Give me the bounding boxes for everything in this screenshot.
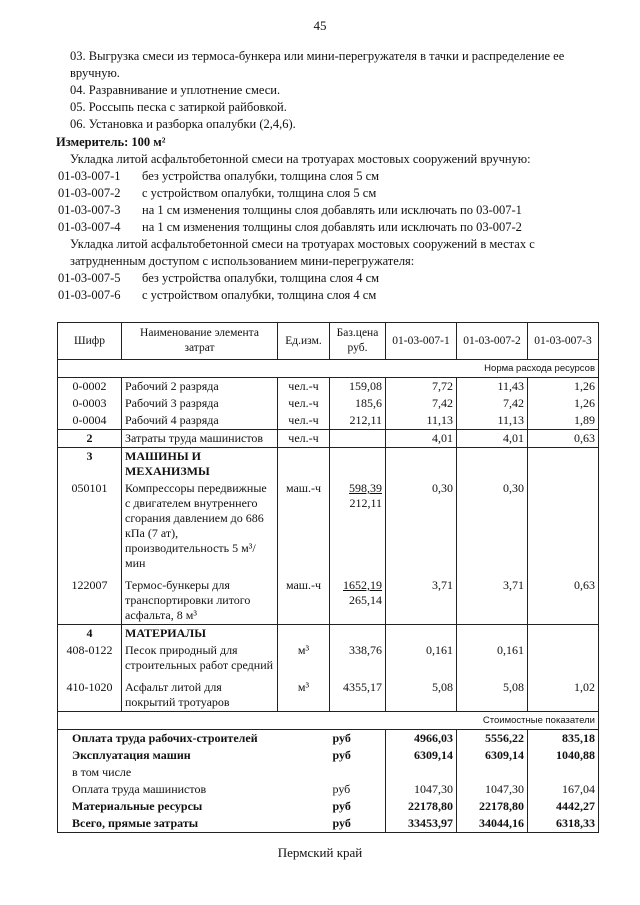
cell-v2: 4,01: [457, 430, 528, 448]
cell-v2: 5,08: [457, 674, 528, 712]
cell-price: 338,76: [330, 642, 386, 674]
cell-v2: 3,71: [457, 572, 528, 625]
summary-label: Оплата труда машинистов: [58, 781, 330, 798]
norm-label: Норма расхода ресурсов: [58, 360, 599, 378]
cell-v3: 1,89: [528, 412, 599, 430]
code-desc: на 1 см изменения толщины слоя добавлять или исключать по 03-007-2: [142, 220, 522, 234]
measure-unit: Измеритель: 100 м²: [56, 135, 166, 149]
cell-unit: чел.-ч: [278, 430, 330, 448]
cell-name: Термос-бункеры для транспортировки литого асфальта, 8 м³: [122, 572, 278, 625]
cell-name: Затраты труда машинистов: [122, 430, 278, 448]
header-unit: Ед.изм.: [278, 323, 330, 360]
summary-v2: 34044,16: [457, 815, 528, 833]
code-desc: без устройства опалубки, толщина слоя 5 см: [142, 169, 380, 183]
cell-price: [330, 572, 386, 625]
code-desc: без устройства опалубки, толщина слоя 4 см: [142, 271, 380, 285]
price-top: 1652,19: [343, 578, 382, 592]
summary-v2: 1047,30: [457, 781, 528, 798]
cell-code: 0-0003: [58, 395, 122, 412]
code: 01-03-007-4: [58, 220, 121, 234]
cell-v1: 0,161: [386, 642, 457, 674]
code-desc: с устройством опалубки, толщина слоя 5 см: [142, 186, 377, 200]
section-title: МАШИНЫ И МЕХАНИЗМЫ: [122, 448, 278, 481]
code-line: [58, 202, 596, 219]
summary-v3: 4442,27: [528, 798, 599, 815]
code-desc: на 1 см изменения толщины слоя добавлять или исключать по 03-007-1: [142, 203, 522, 217]
table-header-row: [58, 323, 599, 360]
step-03: 03. Выгрузка смеси из термоса-бункера или мини-перегружателя в тачки и распределение ее вручную.: [70, 49, 565, 80]
table-row: [58, 378, 599, 396]
code: 01-03-007-3: [58, 203, 121, 217]
cell-code: 4: [58, 625, 122, 643]
summary-v1: 22178,80: [386, 798, 457, 815]
summary-unit: руб: [332, 748, 351, 762]
cell-v2: 0,161: [457, 642, 528, 674]
summary-unit: руб: [332, 782, 351, 796]
footer-region: Пермский край: [277, 845, 363, 860]
code-line: [58, 219, 596, 236]
summary-label: Всего, прямые затраты: [58, 815, 330, 833]
cell-v3: 1,02: [528, 674, 599, 712]
summary-row: [58, 781, 599, 798]
summary-label: Эксплуатация машин: [58, 747, 330, 764]
price-top: 598,39: [349, 481, 382, 495]
summary-row: [58, 815, 599, 833]
step-05: 05. Россыпь песка с затиркой райбовкой.: [70, 100, 287, 114]
cell-v2: 11,43: [457, 378, 528, 396]
table-row: [58, 480, 599, 572]
table-row: [58, 674, 599, 712]
cell-v1: 7,42: [386, 395, 457, 412]
cell-code: 0-0002: [58, 378, 122, 396]
cell-price: 4355,17: [330, 674, 386, 712]
price-bottom: 265,14: [349, 593, 382, 607]
summary-unit: руб: [330, 815, 386, 833]
cell-name: Компрессоры передвижные с двигателем внутреннего сгорания давлением до 686 кПа (7 ат), производительность 5 м³/мин: [122, 480, 278, 572]
cell-name: Рабочий 3 разряда: [122, 395, 278, 412]
table-row: [58, 572, 599, 625]
cell-unit: чел.-ч: [278, 378, 330, 396]
table-row: [58, 395, 599, 412]
summary-v1: 33453,97: [386, 815, 457, 833]
cell-unit: маш.-ч: [278, 480, 330, 572]
summary-v1: [386, 764, 457, 781]
cell-code: 0-0004: [58, 412, 122, 430]
code: 01-03-007-6: [58, 288, 121, 302]
summary-v3: 835,18: [528, 730, 599, 748]
code: 01-03-007-2: [58, 186, 121, 200]
cell-v3: 0,63: [528, 572, 599, 625]
header-price: Баз.цена руб.: [330, 323, 386, 360]
summary-v3: [528, 764, 599, 781]
summary-v1: 6309,14: [386, 747, 457, 764]
summary-unit: [330, 764, 386, 781]
cell-v2: 7,42: [457, 395, 528, 412]
norm-band-row: [58, 360, 599, 378]
cell-name: Рабочий 2 разряда: [122, 378, 278, 396]
summary-label: Оплата труда рабочих-строителей: [58, 730, 330, 748]
cell-name: Асфальт литой для покрытий тротуаров: [122, 674, 278, 712]
section-title: МАТЕРИАЛЫ: [122, 625, 278, 643]
summary-v2: 22178,80: [457, 798, 528, 815]
cell-name: Песок природный для строительных работ средний: [122, 642, 278, 674]
intro-text: [56, 48, 596, 304]
cell-price: 159,08: [330, 378, 386, 396]
price-bottom: 212,11: [349, 496, 382, 510]
resource-table: [57, 322, 599, 833]
header-col2: 01-03-007-2: [457, 323, 528, 360]
summary-v3: 1040,88: [528, 747, 599, 764]
cell-unit: чел.-ч: [278, 412, 330, 430]
cell-price: [330, 480, 386, 572]
summary-row: [58, 730, 599, 748]
cost-band-row: [58, 712, 599, 730]
cell-v3: 1,26: [528, 395, 599, 412]
cell-price: [330, 430, 386, 448]
code-desc: с устройством опалубки, толщина слоя 4 см: [142, 288, 377, 302]
group2-title: Укладка литой асфальтобетонной смеси на тротуарах мостовых сооружений в местах с затрудненным доступом с использованием мини-перегружателя:: [70, 237, 535, 268]
cost-label: Стоимостные показатели: [58, 712, 599, 730]
page-number: 45: [313, 18, 327, 33]
summary-v1: 4966,03: [386, 730, 457, 748]
cell-name: Рабочий 4 разряда: [122, 412, 278, 430]
cell-unit: маш.-ч: [278, 572, 330, 625]
step-06: 06. Установка и разборка опалубки (2,4,6).: [70, 117, 296, 131]
cell-code: 408-0122: [58, 642, 122, 674]
summary-label: Материальные ресурсы: [58, 798, 330, 815]
code: 01-03-007-1: [58, 169, 121, 183]
cell-v3: 1,26: [528, 378, 599, 396]
cell-v3: [528, 480, 599, 572]
code-line: [58, 287, 596, 304]
machines-section-row: [58, 448, 599, 481]
summary-v2: [457, 764, 528, 781]
cell-code: 122007: [58, 572, 122, 625]
code-line: [58, 168, 596, 185]
cell-code: 3: [58, 448, 122, 481]
cell-price: 212,11: [330, 412, 386, 430]
cell-v1: 0,30: [386, 480, 457, 572]
cell-v1: 5,08: [386, 674, 457, 712]
step-04: 04. Разравнивание и уплотнение смеси.: [70, 83, 281, 97]
cell-code: 410-1020: [58, 674, 122, 712]
cell-v1: 7,72: [386, 378, 457, 396]
cell-unit: чел.-ч: [278, 395, 330, 412]
cell-v1: 4,01: [386, 430, 457, 448]
header-code: Шифр: [58, 323, 122, 360]
table-row: [58, 642, 599, 674]
cell-unit: м³: [278, 642, 330, 674]
header-name: Наименование элемента затрат: [122, 323, 278, 360]
summary-v3: 167,04: [528, 781, 599, 798]
cell-price: 185,6: [330, 395, 386, 412]
cell-code: 050101: [58, 480, 122, 572]
machinist-row: [58, 430, 599, 448]
summary-label: в том числе: [58, 764, 330, 781]
summary-unit: руб: [332, 731, 351, 745]
header-col3: 01-03-007-3: [528, 323, 599, 360]
summary-v2: 6309,14: [457, 747, 528, 764]
cell-v3: 0,63: [528, 430, 599, 448]
cell-code: 2: [58, 430, 122, 448]
code-line: [58, 270, 596, 287]
summary-row: [58, 747, 599, 764]
summary-v1: 1047,30: [386, 781, 457, 798]
table-row: [58, 412, 599, 430]
materials-section-row: [58, 625, 599, 643]
summary-row: [58, 764, 599, 781]
summary-v2: 5556,22: [457, 730, 528, 748]
cell-v1: 11,13: [386, 412, 457, 430]
cell-v1: 3,71: [386, 572, 457, 625]
summary-unit: руб: [332, 799, 351, 813]
cell-v2: 0,30: [457, 480, 528, 572]
cell-unit: м³: [278, 674, 330, 712]
code: 01-03-007-5: [58, 271, 121, 285]
summary-v3: 6318,33: [528, 815, 599, 833]
header-col1: 01-03-007-1: [386, 323, 457, 360]
code-line: [58, 185, 596, 202]
cell-v3: [528, 642, 599, 674]
summary-row: [58, 798, 599, 815]
cell-v2: 11,13: [457, 412, 528, 430]
group1-title: Укладка литой асфальтобетонной смеси на тротуарах мостовых сооружений вручную:: [70, 152, 531, 166]
